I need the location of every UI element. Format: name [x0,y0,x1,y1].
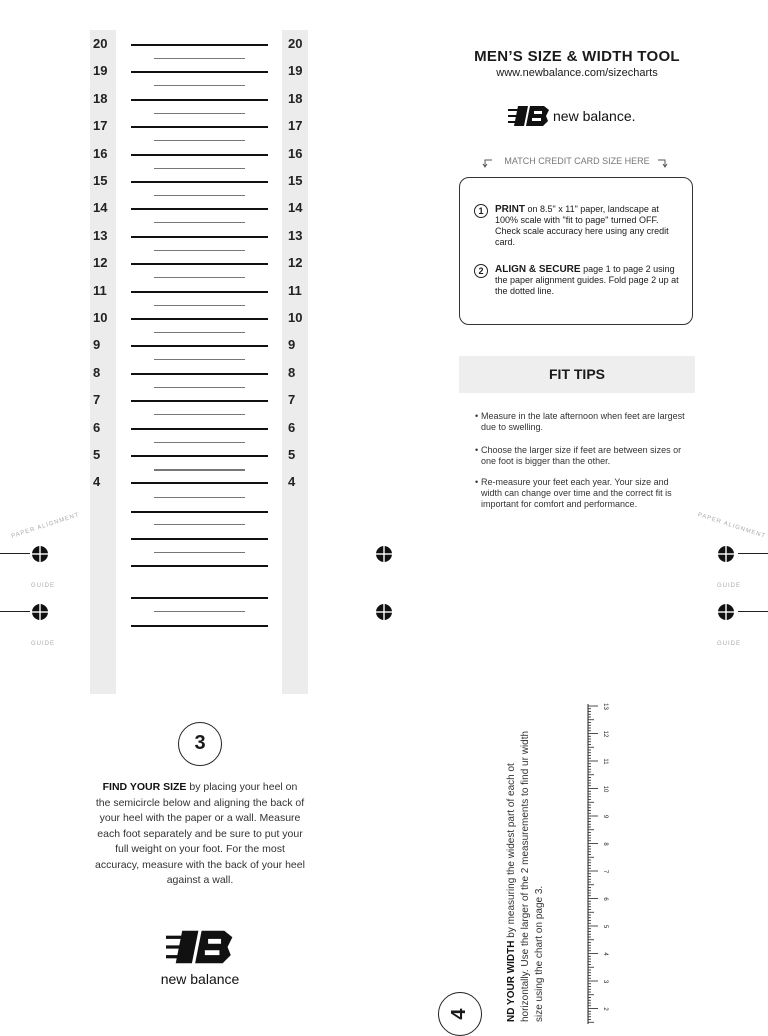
size-number-left: 4 [93,474,101,490]
step-title: ALIGN & SECURE [495,264,581,275]
size-number-left: 11 [93,282,107,298]
half-size-line [154,277,245,278]
crosshair-icon [31,545,49,563]
crosshair-icon [375,545,393,563]
brand-logo [508,106,636,126]
step-text: page 1 to page 2 using the paper alignment guides. Fold page 2 up at the dotted line. [495,264,679,296]
find-width-instructions [505,722,547,1022]
size-line [131,482,268,484]
size-line [131,373,268,375]
size-line [131,44,268,46]
brand-logo-large [150,930,250,987]
guide-line [738,553,768,554]
half-size-line [154,524,245,525]
step-3-badge: 3 [178,722,222,766]
size-number-right: 13 [288,227,303,243]
size-number-right: 18 [288,90,303,106]
guide-label: GUIDE [31,641,56,647]
size-number-left: 16 [93,145,108,161]
size-line [131,400,268,402]
half-size-line [154,442,245,443]
nb-logo-icon [508,106,550,126]
guide-line [0,553,30,554]
sizechart-url: www.newbalance.com/sizecharts [496,67,658,79]
step-align [474,264,679,297]
size-number-right: 8 [288,364,296,380]
ruler-label: 2 [602,1007,608,1011]
crosshair-icon [375,603,393,621]
find-size-instructions [95,780,305,889]
ruler-label: 4 [602,952,608,956]
step-title: PRINT [495,204,525,215]
size-number-right: 9 [288,337,296,353]
size-line [131,597,268,599]
half-size-line [154,85,245,86]
size-number-right: 19 [288,63,303,79]
fit-tip: • Re-measure your feet each year. Your size and width can change over time and the correct fit is important for comfort and performance. [475,477,691,510]
ruler-label: 3 [602,979,608,984]
size-number-right: 17 [288,118,303,134]
half-size-line [154,168,245,169]
half-size-line [154,195,245,196]
size-number-right: 5 [288,447,296,462]
match-card-label: MATCH CREDIT CARD SIZE HERE [504,156,650,166]
brand-name: new balance [160,971,240,987]
page-title: MEN’S SIZE & WIDTH TOOL [474,48,680,65]
step-print [474,204,679,248]
ruler-label: 7 [602,869,608,874]
size-line [131,625,268,627]
size-number-right: 10 [288,310,303,325]
find-size-text: by placing your heel on the semicircle below and aligning the back of your heel with the paper or a wall. Measure each foot separately and be sure to put your full weight on your foot. For the most accuracy, measure with the back of your heel against a wall. [95,781,305,886]
half-size-line [154,58,245,59]
half-size-line [154,414,245,415]
size-number-left: 6 [93,419,101,435]
size-line [131,99,268,101]
size-number-right: 14 [288,200,303,216]
half-size-line [154,359,245,360]
ruler-label: 10 [602,785,608,793]
half-size-line [154,497,245,498]
size-number-right: 6 [288,419,296,435]
size-line [131,345,268,347]
fit-tips-heading: FIT TIPS [459,356,695,393]
size-line [131,126,268,128]
guide-line [738,611,768,612]
size-line [131,455,268,457]
size-line [131,538,268,540]
size-number-left: 9 [93,337,101,353]
nb-logo-icon [166,930,234,964]
half-size-line [154,113,245,114]
arrow-down-right-icon [657,158,669,168]
fit-tip: • Choose the larger size if feet are between sizes or one foot is bigger than the other. [475,445,691,467]
ruler-label: 13 [602,703,608,710]
size-line [131,154,268,156]
size-number-left: 17 [93,118,108,134]
size-number-right: 7 [288,392,296,408]
half-size-line [154,222,245,223]
ruler-label: 11 [602,758,608,765]
fit-tip: • Measure in the late afternoon when feet are largest due to swelling. [475,411,691,433]
brand-name: new balance. [553,108,636,124]
size-number-left: 18 [93,90,108,106]
size-line [131,263,268,265]
half-size-line [154,470,245,471]
ruler-label: 8 [602,842,608,846]
ruler-label: 12 [602,730,608,738]
size-line [131,208,268,210]
step-text: on 8.5" x 11" paper, landscape at 100% scale with "fit to page" turned OFF. Check scale accuracy here using any credit card. [495,204,669,247]
half-size-line [154,611,245,612]
half-size-line [154,140,245,141]
size-number-right: 11 [288,282,302,298]
size-number-left: 5 [93,447,101,462]
size-number-left: 8 [93,364,101,380]
size-number-right: 4 [288,474,296,490]
crosshair-icon [717,545,735,563]
crosshair-icon [717,603,735,621]
step-number: 1 [474,204,488,218]
ruler-label: 9 [602,814,608,819]
find-size-title: FIND YOUR SIZE [102,781,187,793]
size-number-left: 20 [93,36,108,51]
find-width-text: by measuring the widest part of each ot horizontally. Use the larger of the 2 measurements to find ur width size using the chart on page 3. [506,730,545,1022]
size-number-right: 12 [288,255,303,271]
size-line [131,511,268,513]
guide-label: GUIDE [31,583,56,589]
size-line [131,291,268,293]
size-number-right: 20 [288,36,303,51]
step-number: 2 [474,264,488,278]
ruler-label: 5 [602,924,608,929]
size-line [131,236,268,238]
size-line [131,428,268,430]
size-number-left: 13 [93,227,108,243]
size-number-left: 12 [93,255,108,271]
find-width-title: ND YOUR WIDTH [506,940,517,1022]
step-4-badge: 4 [438,992,482,1036]
size-number-left: 14 [93,200,108,216]
guide-label: GUIDE [717,641,742,647]
size-line [131,71,268,73]
guide-line [0,611,30,612]
guide-label: PAPER ALIGNMENT [10,512,81,540]
size-line [131,318,268,320]
size-number-left: 15 [93,173,108,188]
size-number-left: 19 [93,63,108,79]
half-size-line [154,305,245,306]
size-line [131,565,268,567]
guide-label: GUIDE [717,583,742,589]
half-size-line [154,332,245,333]
crosshair-icon [31,603,49,621]
ruler-label: 6 [602,897,608,901]
size-number-right: 15 [288,173,303,188]
half-size-line [154,552,245,553]
credit-card-outline [459,177,693,325]
size-number-left: 10 [93,310,108,325]
size-number-left: 7 [93,392,101,408]
size-number-right: 16 [288,145,303,161]
half-size-line [154,387,245,388]
size-line [131,181,268,183]
half-size-line [154,250,245,251]
guide-label: PAPER ALIGNMENT [696,512,767,540]
width-ruler [584,700,614,1024]
